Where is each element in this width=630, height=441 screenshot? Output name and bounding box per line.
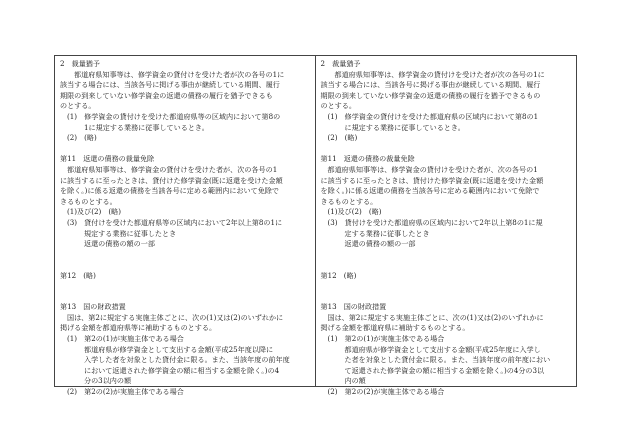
- spacer: [321, 144, 573, 155]
- text-line: 都道府県知事等は、修学資金の貸付けを受けた者が次の各号の1に: [74, 69, 285, 79]
- text-line: のとする。: [60, 101, 96, 111]
- text-line: 都道府県知事等は、修学資金の貸付けを受けた者が次の各号の1に: [334, 69, 545, 79]
- text-line: (3) 貸付けを受けた都道府県等の区域内において2年以上第8の1に: [67, 217, 283, 227]
- text-line: 国は、第2に規定する実施主体ごとに、次の(1)又は(2)のいずれかに: [67, 312, 284, 322]
- text-line: 2 裁量猶予: [320, 59, 361, 68]
- text-line: 返還の債務の額の一部: [84, 239, 155, 249]
- text-line: (1) 第2の(1)が実施主体である場合: [327, 334, 445, 344]
- text-line: て返還された修学資金の額に相当する金額を除く。)の4分の3以: [344, 365, 545, 375]
- text-line: (1)及び(2) (略): [67, 207, 122, 217]
- spacer: [60, 250, 311, 271]
- text-line: 第12 (略): [60, 270, 96, 280]
- text-line: 第12 (略): [320, 270, 357, 280]
- text-line: (1) 第2の(1)が実施主体である場合: [67, 334, 184, 344]
- text-line: 都道府県知事等は、修学資金の貸付けを受けた者が、次の各号の1: [327, 164, 538, 174]
- text-line: (2) 第2の(2)が実施主体である場合: [67, 387, 184, 397]
- text-line: 期限の到来していない修学資金の返還の債務の履行を猶予できるも: [60, 90, 273, 100]
- text-line: を除く。)に係る返還の債務を当該各号に定める範囲内において免除で: [320, 186, 540, 196]
- revised-text-column: [55, 56, 316, 397]
- text-line: を除く。)に係る返還の債務を当該各号に定める範囲内において免除で: [60, 186, 279, 196]
- text-line: 期限の到来していない修学資金の返還の債務の履行を猶予できるもの: [320, 90, 541, 100]
- spacer: [321, 250, 573, 271]
- text-line: 規定する業務に従事したとき: [84, 228, 177, 238]
- text-line: (1) 修学資金の貸付けを受けた都道府県等の区域内において第8の: [67, 111, 281, 121]
- spacer: [321, 281, 573, 302]
- text-line: 分の3以内の額: [84, 376, 132, 386]
- text-line: (3) 貸付けを受けた都道府県の区域内において2年以上第8の1に規: [327, 217, 543, 227]
- text-line: (2) (略): [67, 133, 97, 143]
- text-line: 定する業務に従事したとき: [344, 228, 430, 238]
- text-line: 掲げる金額を都道府県に補助するものとする。: [320, 323, 470, 333]
- text-line: 第13 国の財政措置: [60, 302, 126, 312]
- spacer: [60, 144, 311, 155]
- text-line: 都道府県が修学資金として支出する金額(平成25年度に入学し: [344, 344, 541, 354]
- text-line: に規定する業務に従事しているとき。: [344, 122, 465, 132]
- text-line: 第13 国の財政措置: [320, 302, 387, 312]
- text-line: 1に規定する業務に従事しているとき。: [84, 122, 209, 132]
- text-line: 入学した者を対象とした貸付金に限る。また、当該年度の前年度: [84, 355, 290, 365]
- text-line: に該当するに至ったときは、貸付けた修学資金(既に返還を受けた金額: [60, 175, 283, 185]
- text-line: 都道府県知事等は、修学資金の貸付けを受けた者が、次の各号の1: [67, 164, 278, 174]
- text-line: 都道府県が修学資金として支出する金額(平成25年度以降に: [84, 344, 274, 354]
- text-line: 内の額: [344, 376, 366, 386]
- text-line: 第11 返還の債務の裁量免除: [60, 154, 155, 164]
- text-line: (2) 第2の(2)が実施主体である場合: [327, 387, 445, 397]
- current-text-column: [316, 56, 577, 397]
- text-line: 掲げる金額を都道府県等に補助するものとする。: [60, 323, 217, 333]
- text-line: 国は、第2に規定する実施主体ごとに、次の(1)又は(2)のいずれかに: [327, 312, 544, 322]
- text-line: 第11 返還の債務の裁量免除: [320, 154, 415, 164]
- text-line: において返還された修学資金の額に相当する金額を除く。)の4: [84, 365, 280, 375]
- text-line: のとする。: [320, 101, 356, 111]
- text-line: た者を対象とした貸付金に限る。また、当該年度の前年度におい: [344, 355, 551, 365]
- spacer: [60, 281, 311, 302]
- text-line: きるものとする。: [60, 196, 117, 206]
- text-line: (2) (略): [327, 133, 358, 143]
- text-line: (1) 修学資金の貸付けを受けた都道府県の区域内において第8の1: [327, 111, 539, 121]
- comparison-table: [54, 55, 577, 397]
- text-line: 該当する場合には、当該各号に掲げる事由が継続している期間、履行: [320, 80, 541, 90]
- text-line: 返還の債務の額の一部: [344, 239, 416, 249]
- text-line: に該当するに至ったときは、貸付けた修学資金(既に返還を受けた金額: [320, 175, 544, 185]
- text-line: (1)及び(2) (略): [327, 207, 382, 217]
- text-line: 該当する場合には、当該各号に掲げる事由が継続している期間、履行: [60, 80, 280, 90]
- text-line: 2 裁量猶予: [60, 59, 100, 68]
- text-line: きるものとする。: [320, 196, 378, 206]
